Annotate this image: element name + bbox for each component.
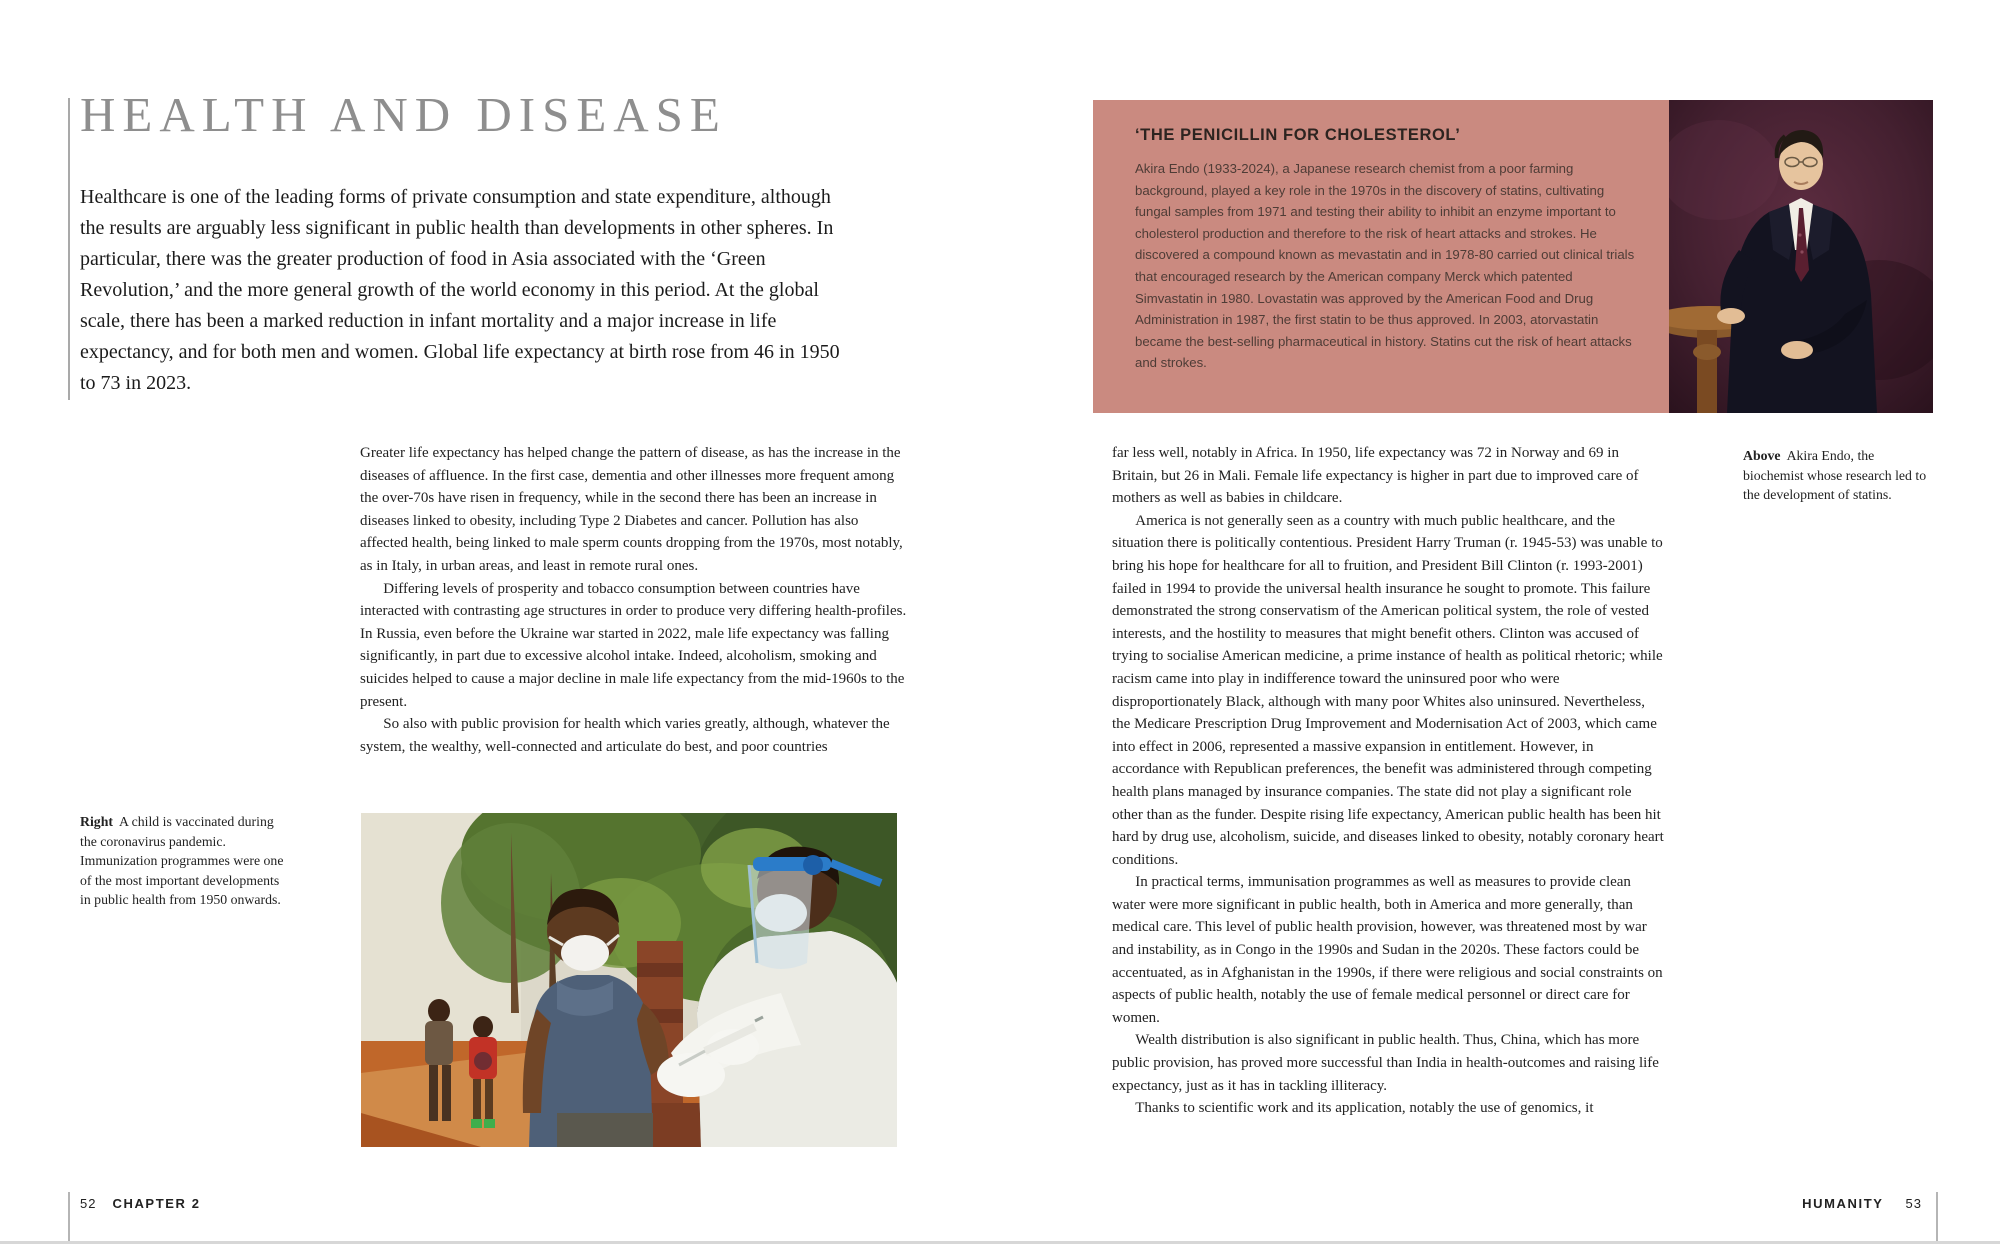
paragraph: America is not generally seen as a country with much public healthcare, and the situation there is politically contentious. President Harry Truman (r. 1945-53) was unable to bring his hope for healthcare for all to fruition, and President Bill Clinton (r. 1993-2001) failed in 1994 to provide the universal health insurance he sought to promote. This failure demonstrated the strong conservatism of the American political system, the role of vested interests, and the hostility to measures that might benefit others. Clinton was accused of trying to socialise American medicine, a prime instance of health as political rhetoric; while racism came into play in indifference toward the uninsured poor who were disproportionately Black, although with many poor Whites also uninsured. Nevertheless, the Medicare Prescription Drug Improvement and Modernisation Act of 2003, which came into effect in 2006, represented a massive expansion in entitlement. However, in accordance with Republican preferences, the benefit was administered through competing health plans managed by insurance companies. The state did not play a significant role other than as the funder. Despite rising life expectancy, American public health has been hit hard by drug use, alcoholism, suicide, and diseases linked to obesity, notably coronary heart conditions.	[1112, 512, 1664, 868]
paragraph: Greater life expectancy has helped change the pattern of disease, as has the increase in the diseases of affluence. In the first case, dementia and other illnesses more frequent among the over-70s have risen in frequency, while in the second there has been an increase in diseases linked to obesity, including Type 2 Diabetes and cancer. Pollution has also affected health, being linked to male sperm counts dropping from the 1970s, most notably, as in Italy, in urban areas, and least in remote rural ones.	[360, 445, 903, 574]
intro-paragraph: Healthcare is one of the leading forms of private consumption and state expenditure, although the results are arguably less significant in public health than developments in other spheres. In particular, there was the greater production of food in Asia associated with the ‘Green Revolution,’ and the more general growth of the world economy in this period. At the global scale, there has been a marked reduction in infant mortality and a major increase in life expectancy, and for both men and women. Global life expectancy at birth rose from 46 in 1950 to 73 in 2023.	[80, 186, 840, 394]
right-footer-label: HUMANITY	[1802, 1196, 1884, 1211]
right-page-number: 53	[1905, 1196, 1922, 1211]
sidebar-body: Akira Endo (1933-2024), a Japanese research chemist from a poor farming background, played a key role in the 1970s in the discovery of statins, cultivating fungal samples from 1971 and testing their ability to inhibit an enzyme important to cholesterol production and therefore to the risk of heart attacks and strokes. He discovered a compound known as mevastatin and in 1978-80 carried out clinical trials that encouraged research by the American company Merck which patented Simvastatin in 1980. Lovastatin was approved by the American Food and Drug Administration in 1987, the first statin to be thus approved. In 2003, atorvastatin became the best-selling pharmaceutical in history. Statins cut the risk of heart attacks and strokes.	[1135, 161, 1635, 371]
sidebar-title: ‘THE PENICILLIN FOR CHOLESTEROL’	[1135, 126, 1461, 144]
right-body-column	[1112, 442, 1664, 1120]
paragraph: In practical terms, immunisation programmes as well as measures to provide clean water were more significant in public health, both in America and more generally, than medical care. This level of public health provision, however, was threatened most by war and instability, as in Congo in the 1990s and Sudan in the 2020s. These factors could be accentuated, as in Afghanistan in the 1990s, if there were religious and social constraints on aspects of public health, notably the use of female medical personnel or direct care for women.	[1112, 874, 1663, 1026]
left-footer-label: CHAPTER 2	[112, 1196, 201, 1211]
left-footer-rule	[68, 1192, 70, 1244]
page-title: HEALTH AND DISEASE	[80, 87, 727, 142]
left-body-column	[360, 442, 908, 758]
right-footer-rule	[1936, 1192, 1938, 1244]
left-page-footer	[80, 1196, 201, 1211]
paragraph: Wealth distribution is also significant in public health. Thus, China, which has more public provision, has proved more successful than India in health-outcomes and raising life expectancy, just as it has in tackling illiteracy.	[1112, 1032, 1659, 1094]
caption-lead: Above	[1743, 448, 1781, 463]
title-rule	[68, 98, 70, 400]
paragraph: Thanks to scientific work and its application, notably the use of genomics, it	[1135, 1100, 1594, 1117]
portrait-photo	[1669, 100, 1933, 413]
paragraph: Differing levels of prosperity and tobacco consumption between countries have interacted with contrasting age structures in order to produce very differing health-profiles. In Russia, even before the Ukraine war started in 2022, male life expectancy was falling significantly, in part due to excessive alcohol intake. Indeed, alcoholism, smoking and suicides helped to cause a major decline in male life expectancy from the mid-1960s to the present.	[360, 580, 907, 710]
vaccination-photo	[361, 813, 897, 1147]
sidebar-box	[1093, 100, 1669, 413]
caption-lead: Right	[80, 814, 113, 829]
caption-text: A child is vaccinated during the coronavirus pandemic. Immunization programmes were one of the most important developments in public health from 1950 onwards.	[80, 814, 284, 907]
right-page-footer	[1802, 1196, 1922, 1211]
vaccination-photo-caption	[80, 812, 284, 910]
left-page-number: 52	[80, 1196, 97, 1211]
paragraph: far less well, notably in Africa. In 1950, life expectancy was 72 in Norway and 69 in Britain, but 26 in Mali. Female life expectancy is higher in part due to improved care of mothers as well as babies in childcare.	[1112, 445, 1639, 507]
caption-text: Akira Endo, the biochemist whose research led to the development of statins.	[1743, 448, 1927, 502]
paragraph: So also with public provision for health which varies greatly, although, whatever the system, the wealthy, well-connected and articulate do best, and poor countries	[360, 716, 890, 755]
portrait-photo-caption	[1743, 446, 1935, 505]
